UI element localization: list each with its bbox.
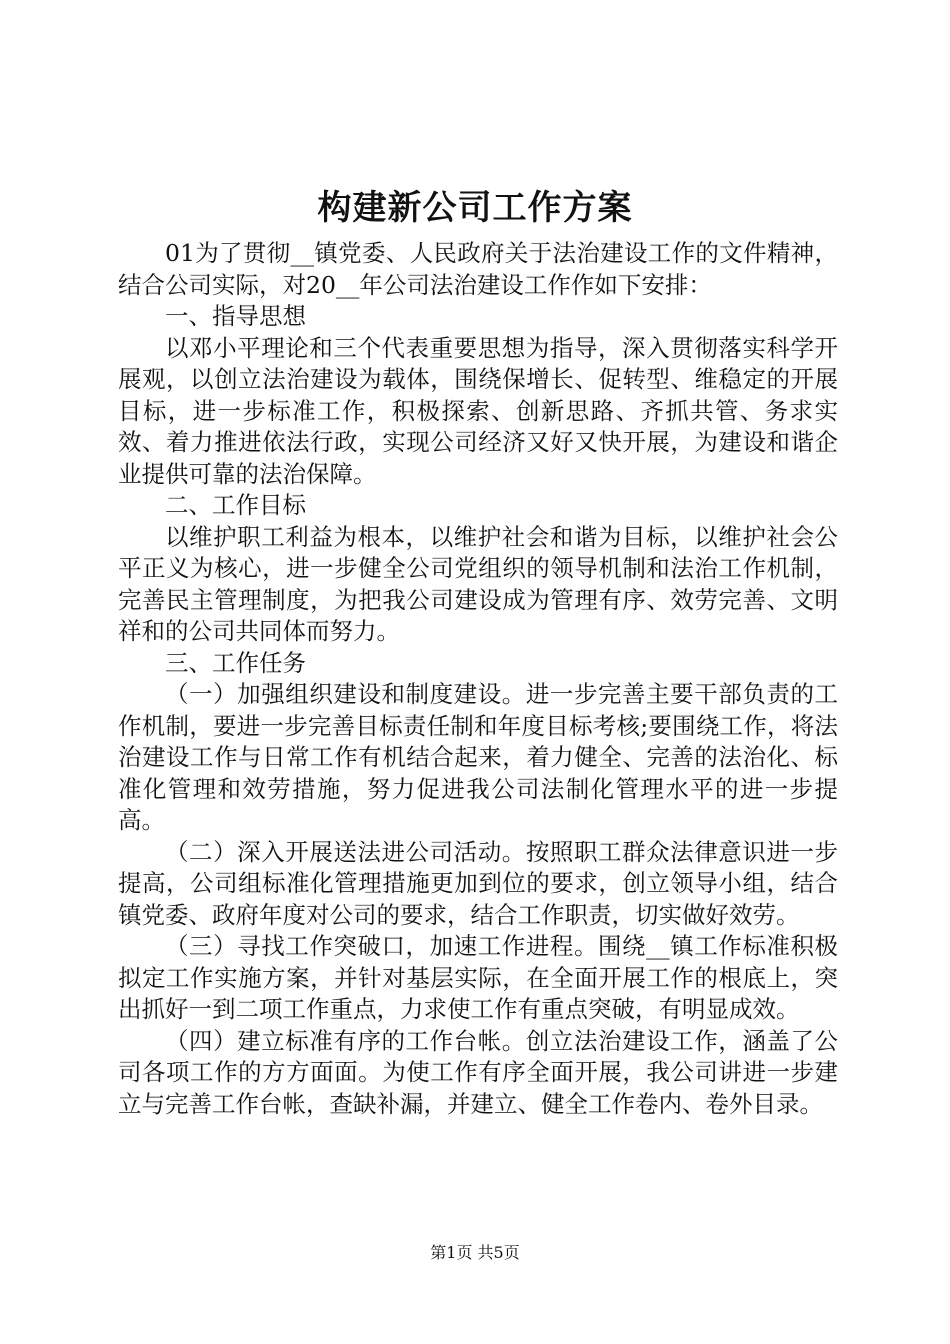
document-body — [118, 238, 838, 1120]
work-goals-paragraph: 以维护职工利益为根本，以维护社会和谐为目标，以维护社会公平正义为核心，进一步健全公司党组织的领导机制和法治工作机制，完善民主管理制度，为把我公司建设成为管理有序、效劳完善、文明祥和的公司共同体而努力。 — [118, 522, 838, 645]
section-heading-guiding-ideology: 一、指导思想 — [165, 302, 306, 330]
task-paragraph-3: （三）寻找工作突破口，加速工作进程。围绕__镇工作标准积极拟定工作实施方案，并针对基层实际，在全面开展工作的根底上，突出抓好一到二项工作重点，力求使工作有重点突破，有明显成效。 — [118, 932, 838, 1023]
page-footer: 第1页 共5页 — [430, 1243, 520, 1262]
task-paragraph-2: （二）深入开展送法进公司活动。按照职工群众法律意识进一步提高，公司组标准化管理措施更加到位的要求，创立领导小组，结合镇党委、政府年度对公司的要求，结合工作职责，切实做好效劳。 — [118, 837, 838, 929]
page-title: 构建新公司工作方案 — [317, 188, 633, 228]
section-heading-work-goals: 二、工作目标 — [165, 491, 306, 519]
section-heading-work-tasks: 三、工作任务 — [165, 648, 306, 677]
task-paragraph-4: （四）建立标准有序的工作台帐。创立法治建设工作，涵盖了公司各项工作的方方面面。为使工作有序全面开展，我公司讲进一步建立与完善工作台帐，查缺补漏，并建立、健全工作卷内、卷外目录。 — [118, 1026, 838, 1118]
task-paragraph-1: （一）加强组织建设和制度建设。进一步完善主要干部负责的工作机制，要进一步完善目标责任制和年度目标考核;要围绕工作，将法治建设工作与日常工作有机结合起来，着力健全、完善的法治化、标准化管理和效劳措施，努力促进我公司法制化管理水平的进一步提高。 — [118, 680, 838, 834]
intro-paragraph: 01为了贯彻__镇党委、人民政府关于法治建设工作的文件精神，结合公司实际，对20__年公司法治建设工作作如下安排： — [118, 239, 838, 299]
guiding-ideology-paragraph: 以邓小平理论和三个代表重要思想为指导，深入贯彻落实科学开展观，以创立法治建设为载体，围绕保增长、促转型、维稳定的开展目标，进一步标准工作，积极探索、创新思路、齐抓共管、务求实效、着力推进依法行政，实现公司经济又好又快开展，为建设和谐企业提供可靠的法治保障。 — [118, 333, 838, 488]
